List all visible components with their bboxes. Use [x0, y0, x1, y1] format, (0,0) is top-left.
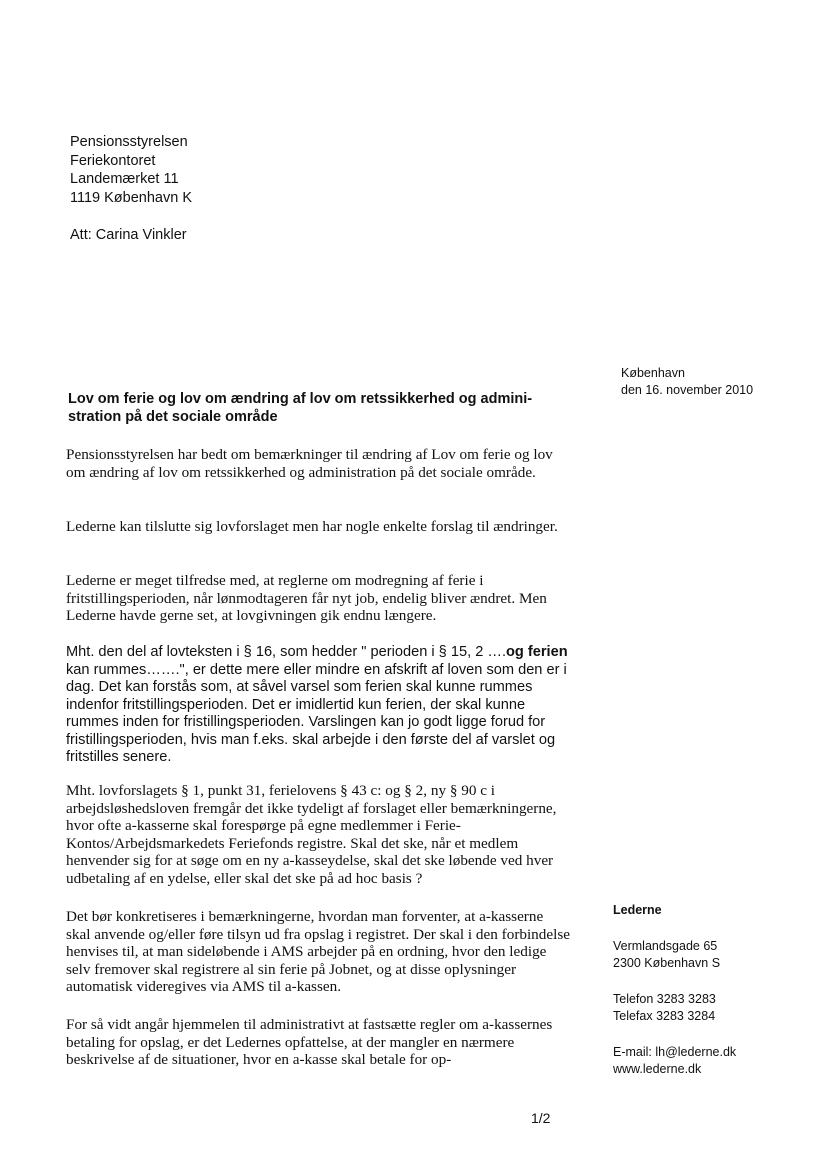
sender-phone: Telefon 3283 3283 — [613, 991, 716, 1006]
date: den 16. november 2010 — [621, 383, 754, 397]
recipient-attention: Att: Carina Vinkler — [70, 227, 187, 243]
recipient-address — [70, 133, 370, 245]
paragraph-text: kan rummes…….", er dette mere eller mindre en afskrift af loven som den er i dag. Det kan forstås som, at såvel varsel som ferien skal kunne rummes indenfor fritstillingsperioden. Det er imidlertid kun ferien, der skal kunne rummes inden for fristillingsperioden. Varslingen kan jo godt ligge forud for fristillingsperioden, hvis man f.eks. skal arbejde i den første del af varslet og fritstilles senere. — [66, 661, 567, 765]
subject-heading — [68, 390, 578, 426]
subject-line: stration på det sociale område — [68, 409, 278, 425]
paragraph: For så vidt angår hjemmelen til administrativt at fastsætte regler om a-kassernes betaling for opslag, er det Ledernes opfattelse, at der mangler en nærmere beskrivelse af de situationer, hvor en a-kasse skal betale for op- — [66, 1016, 553, 1068]
recipient-line: Feriekontoret — [70, 152, 156, 169]
paragraph: Mht. lovforslagets § 1, punkt 31, ferielovens § 43 c: og § 2, ny § 90 c i arbejdsløshedsloven fremgår det ikke tydeligt af forslaget eller bemærkningerne, hvor ofte a-kasserne skal forespørge på egne medlemmer i Ferie-Kontos/Arbejdsmarkedets Feriefonds registre. Skal det ske, når et medlem henvender sig for at søge om en ny a-kasseydelse, skal det ske løbende ved hver udbetaling af en ydelse, eller skal det ske på ad hoc basis ? — [66, 782, 557, 887]
recipient-line: Landemærket 11 — [70, 171, 179, 187]
sender-street: Vermlandsgade 65 — [613, 938, 718, 953]
paragraph: Lederne kan tilslutte sig lovforslaget men har nogle enkelte forslag til ændringer. — [66, 518, 558, 535]
paragraph: Lederne er meget tilfredse med, at reglerne om modregning af ferie i fritstillingsperioden, når lønmodtageren får nyt job, endelig bliver ændret. Men Lederne havde gerne set, at lovgivningen gik endnu længere. — [66, 572, 547, 624]
page-number: 1/2 — [531, 1110, 551, 1126]
paragraph-bold-text: og ferien — [506, 644, 568, 660]
sender-city: 2300 København S — [613, 956, 721, 970]
paragraph: Pensionsstyrelsen har bedt om bemærkninger til ændring af Lov om ferie og lov om ændring af lov om retssikkerhed og administration på det sociale område. — [66, 446, 553, 481]
paragraph: Det bør konkretiseres i bemærkningerne, hvordan man forventer, at a-kasserne skal anvende og/eller føre tilsyn ud fra opslag i registret. Der skal i den forbindelse henvises til, at man sideløbende i AMS arbejder på en ordning, hvor den ledige selv fremover skal registrere al sin ferie på Jobnet, og at disse oplysninger automatisk videregives via AMS til a-kassen. — [66, 908, 570, 995]
sender-website: www.lederne.dk — [613, 1062, 702, 1076]
sender-email: E-mail: lh@lederne.dk — [613, 1044, 737, 1059]
place-date — [621, 365, 811, 399]
recipient-line: Pensionsstyrelsen — [70, 134, 188, 150]
paragraph — [66, 644, 571, 767]
place: København — [621, 366, 685, 380]
subject-line: Lov om ferie og lov om ændring af lov om retssikkerhed og admini- — [68, 391, 533, 407]
paragraph-text: Mht. den del af lovteksten i § 16, som hedder " perioden i § 15, 2 …. — [66, 644, 507, 660]
sender-info — [613, 902, 813, 1079]
sender-name: Lederne — [613, 903, 662, 917]
recipient-line: 1119 København K — [70, 189, 192, 206]
sender-fax: Telefax 3283 3284 — [613, 1009, 716, 1023]
